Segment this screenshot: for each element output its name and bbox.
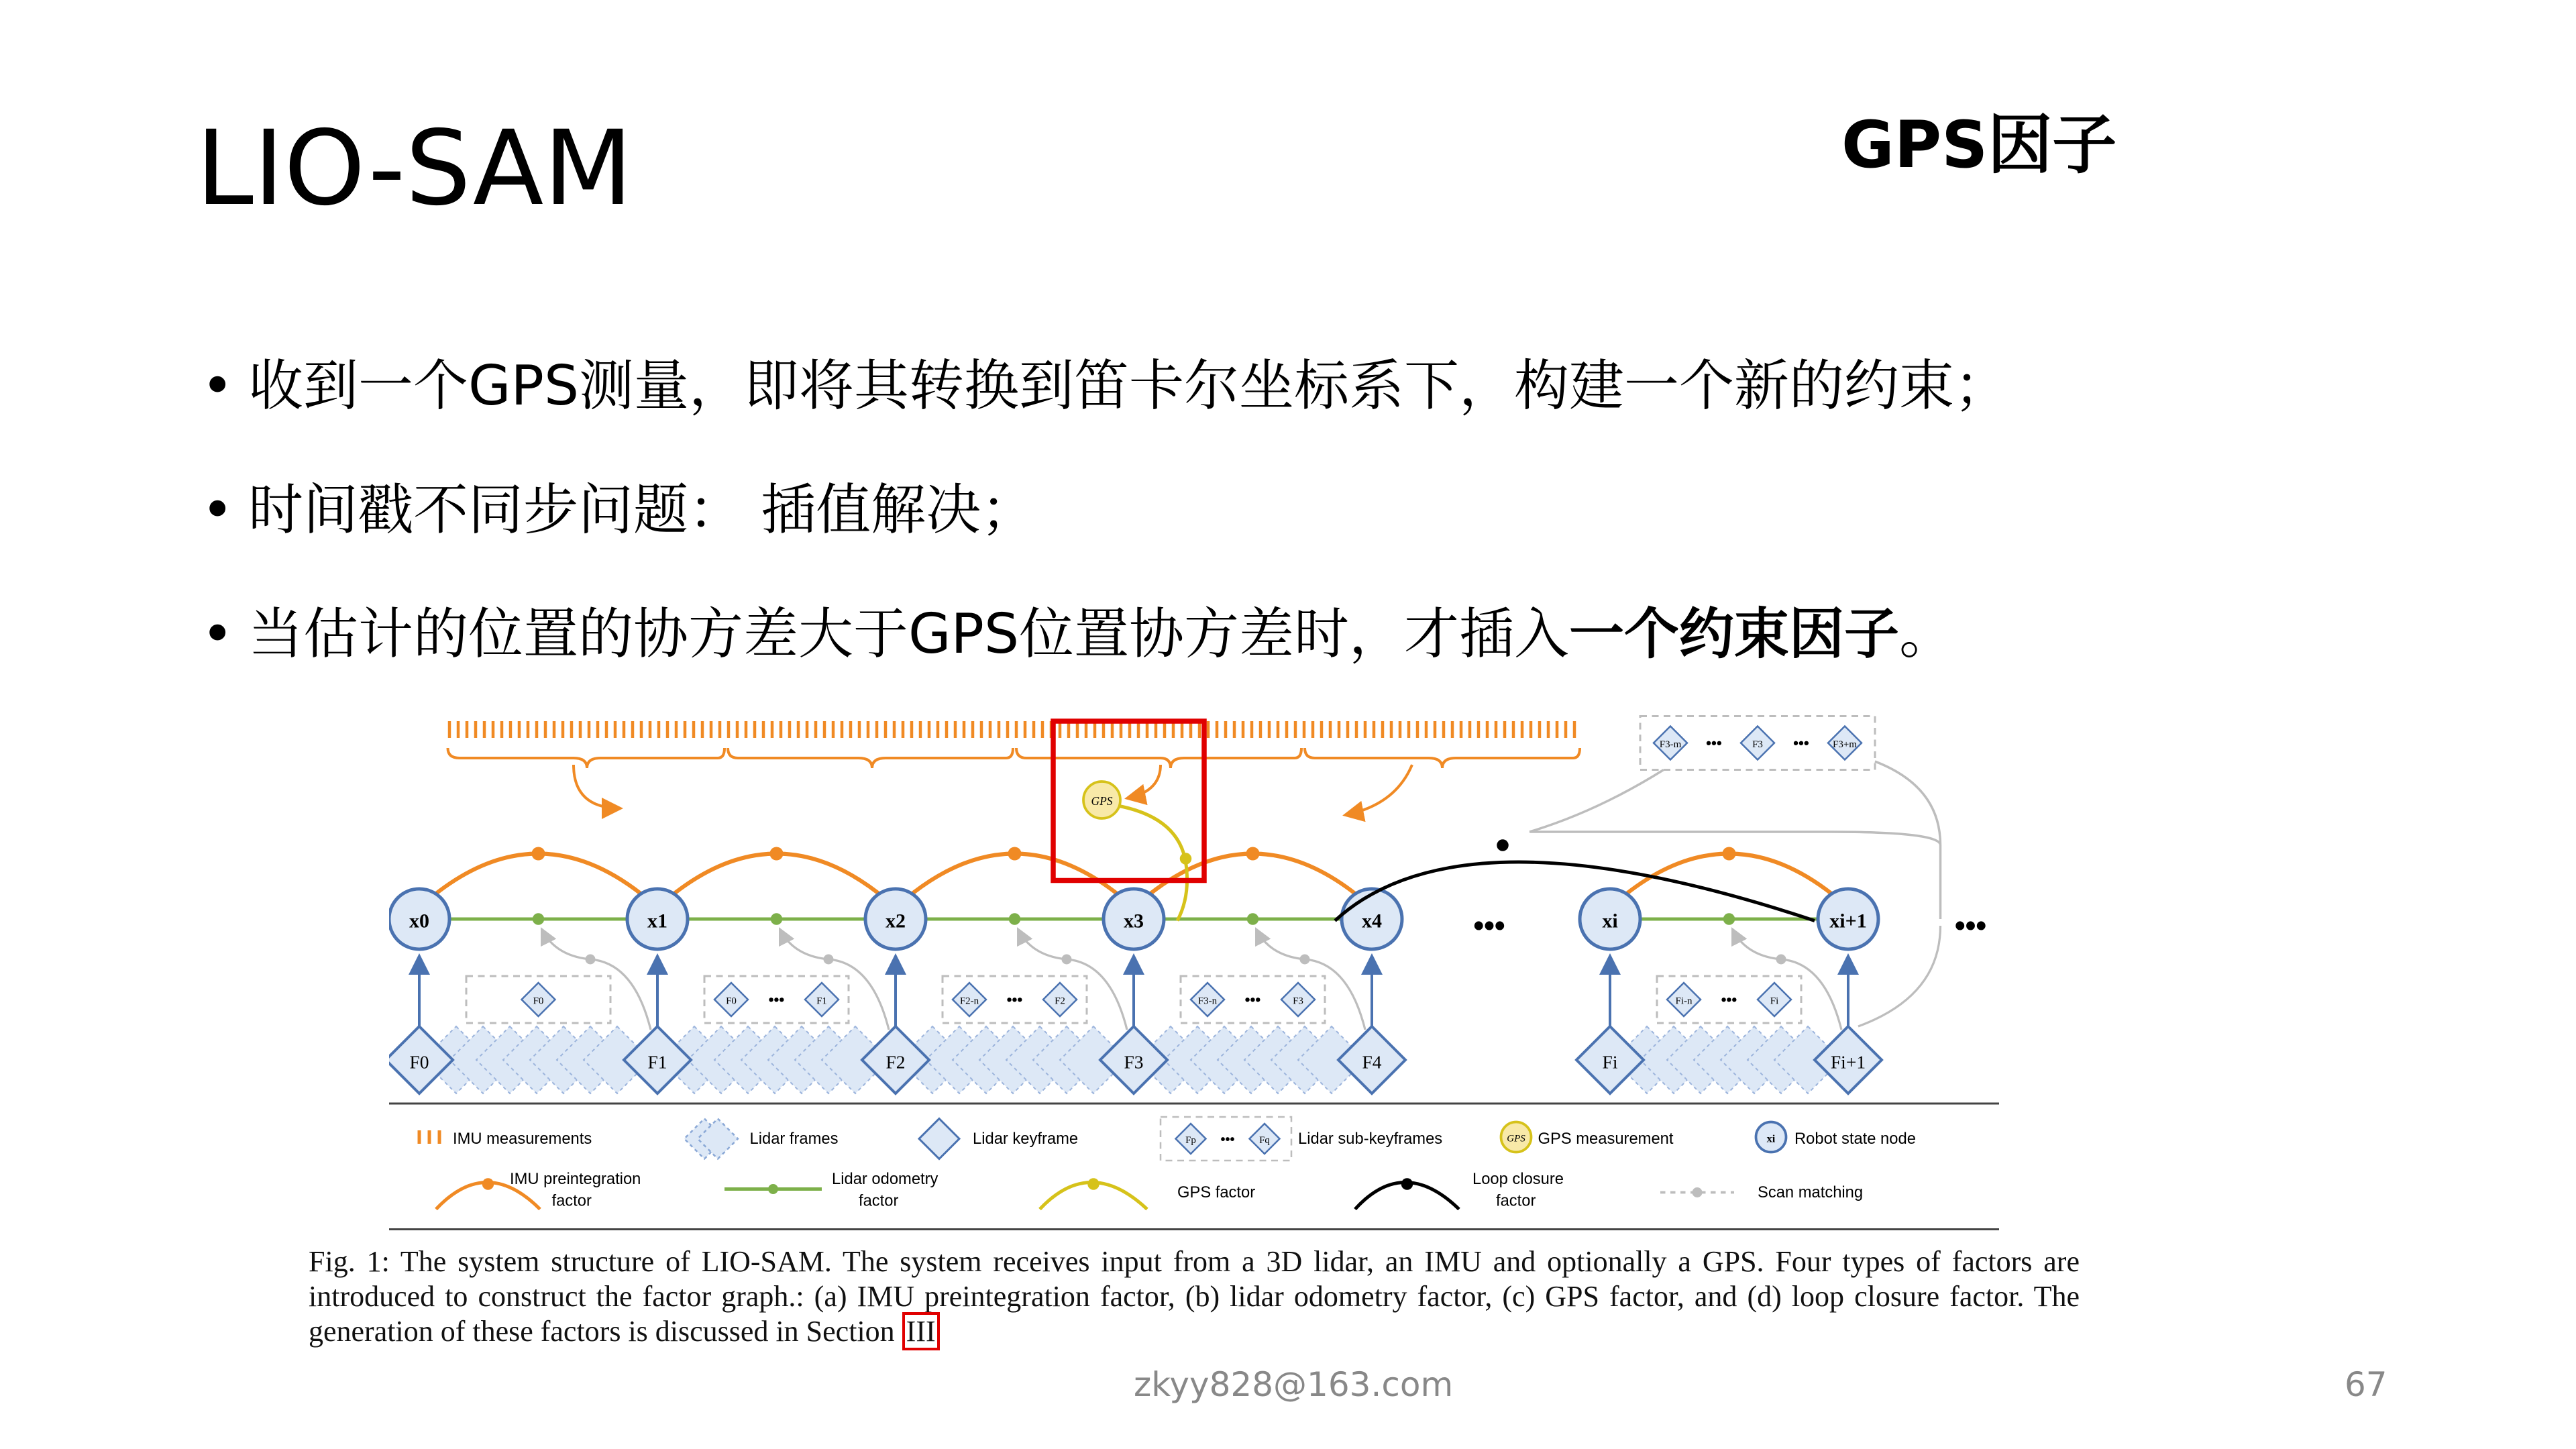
bullet-item (201, 602, 1955, 666)
bullet-text: 时间戳不同步问题： 插值解决； (248, 478, 1036, 542)
lidar-odometry-factor (771, 913, 783, 925)
legend-lidar-sub-keyframes (1161, 1117, 1442, 1161)
footer-email: zkyy828@163.com (1134, 1365, 1454, 1404)
ellipsis-end: ••• (1954, 908, 1987, 943)
robot-state-node-label: x3 (1124, 910, 1144, 932)
loop-sub-ellipsis: ••• (1706, 735, 1722, 751)
imu-preintegration-factor (1723, 847, 1736, 861)
keyframe-label: Fi (1602, 1051, 1618, 1073)
bullet-text: 收到一个GPS测量，即将其转换到笛卡尔坐标系下，构建一个新的约束； (248, 354, 2010, 418)
imu-preintegration-arc (1144, 854, 1362, 900)
keyframe-label: F1 (647, 1051, 667, 1073)
legend-lidar-frames-label: Lidar frames (749, 1130, 839, 1148)
robot-state-node-label: x2 (885, 910, 906, 932)
subkeyframe-label: F3 (1293, 996, 1303, 1007)
robot-state-node-label: x1 (647, 910, 667, 932)
imu-measurement-ticks (449, 721, 1574, 738)
page-number: 67 (2345, 1365, 2387, 1404)
legend-lidar-frames (684, 1119, 839, 1159)
legend-gps-factor-label: GPS factor (1177, 1183, 1256, 1201)
legend-lidar-keyframe (919, 1119, 1078, 1159)
subkeyframe-label: F2 (1055, 996, 1065, 1007)
legend-lidar-sub-keyframes-label: Lidar sub-keyframes (1298, 1130, 1443, 1148)
imu-brackets (448, 748, 1580, 815)
bullet-dot: • (201, 478, 234, 542)
robot-state-node-label: xi+1 (1829, 910, 1867, 932)
loop-closure-factor (1335, 839, 1815, 920)
scan-matching-arrow (1305, 959, 1365, 1030)
legend-node-icon-label: xi (1766, 1132, 1776, 1145)
loop-sub-ellipsis: ••• (1793, 735, 1809, 751)
legend-imu-measurements (419, 1130, 592, 1148)
loop-subkeyframe-label: F3+m (1833, 739, 1857, 750)
lidar-odometry-factor (1247, 913, 1259, 925)
legend-gps-factor (1040, 1178, 1255, 1209)
bullet-tail: 。 (1899, 602, 1955, 666)
subkeyframe-ellipsis: ••• (768, 991, 785, 1008)
bullet-dot: • (201, 602, 234, 666)
subkeyframe-label: F0 (726, 996, 737, 1007)
legend-lidar-odometry (724, 1170, 938, 1210)
robot-state-node-label: x0 (409, 910, 429, 932)
legend-loop-closure (1355, 1170, 1564, 1210)
legend-robot-state-node-label: Robot state node (1794, 1130, 1916, 1148)
lidar-odometry-factor (1723, 913, 1735, 925)
legend-robot-state-node (1756, 1122, 1916, 1152)
legend-scan-matching (1660, 1183, 1863, 1201)
scan-matching-arrow (1733, 929, 1782, 959)
bullet-item (201, 478, 1036, 542)
slide-title: LIO-SAM (196, 109, 633, 229)
caption-text: Fig. 1: The system structure of LIO-SAM. The system receives input from a 3D lidar, an IMU and optionally a GPS. Four types of factors are introduced to construct the factor graph.: (a) IMU preintegration factor, (b) lidar odometry factor, (c) GPS factor, and (d) loop closure factor. The generation of these factors is discussed in Section (309, 1245, 2080, 1348)
scan-matching-arrow (1018, 929, 1067, 959)
legend-lidar-odo-label-1: Lidar odometry (832, 1170, 938, 1188)
legend-fq: Fq (1259, 1134, 1270, 1146)
legend-imu-preint-label-2: factor (551, 1191, 592, 1210)
legend-imu-preintegration (436, 1170, 641, 1210)
scan-matching-arrow (1067, 959, 1127, 1030)
subkeyframe-ellipsis: ••• (1244, 991, 1261, 1008)
legend-fp: Fp (1185, 1134, 1196, 1146)
lidar-odometry-factor (1009, 913, 1021, 925)
lidar-odometry-factor (533, 913, 545, 925)
keyframe-label: F0 (409, 1051, 429, 1073)
loop-subkeyframe-label: F3-m (1659, 739, 1682, 750)
legend-gps-measurement-label: GPS measurement (1538, 1130, 1674, 1148)
legend-lidar-odo-label-2: factor (859, 1191, 899, 1210)
legend-lidar-keyframe-label: Lidar keyframe (973, 1130, 1079, 1148)
loop-subkeyframes (1640, 716, 1875, 770)
subkeyframe-label: F0 (533, 996, 544, 1007)
robot-state-node-label: x4 (1362, 910, 1382, 932)
legend-imu-measurements-label: IMU measurements (453, 1130, 592, 1148)
subkeyframe-label: Fi-n (1675, 996, 1693, 1007)
imu-preintegration-arc (429, 854, 647, 900)
legend-gps-measurement (1501, 1122, 1674, 1152)
section-reference: III (902, 1312, 940, 1350)
bullet-bold-text: 一个约束因子 (1569, 602, 1900, 666)
legend-loop-label-1: Loop closure (1472, 1170, 1564, 1188)
ellipsis-mid: ••• (1473, 908, 1505, 943)
imu-preintegration-factor (1008, 847, 1022, 861)
keyframe-label: F4 (1362, 1051, 1382, 1073)
keyframe-label: F3 (1124, 1051, 1144, 1073)
figure-caption (309, 1244, 2080, 1349)
legend (389, 1104, 1999, 1230)
subkeyframe-ellipsis: ••• (1721, 991, 1737, 1008)
bullet-dot: • (201, 354, 234, 418)
imu-preintegration-arc (667, 854, 885, 900)
subkeyframe-label: F2-n (959, 996, 979, 1007)
subkeyframe-ellipsis: ••• (1006, 991, 1023, 1008)
scan-matching-arrow (1256, 929, 1305, 959)
legend-imu-preint-label-1: IMU preintegration (510, 1170, 641, 1188)
scan-matching-arrow (828, 959, 889, 1030)
imu-preintegration-factor (532, 847, 545, 861)
subkeyframe-label: Fi (1770, 996, 1779, 1007)
imu-preintegration-factor (1246, 847, 1260, 861)
loop-subkeyframe-label: F3 (1752, 739, 1763, 750)
imu-preintegration-factor (770, 847, 784, 861)
subkeyframe-label: F3-n (1197, 996, 1218, 1007)
imu-preintegration-arc (906, 854, 1124, 900)
bullet-item (201, 354, 2010, 418)
scan-matching-arrow (590, 959, 651, 1030)
legend-ellipsis: ••• (1220, 1132, 1235, 1147)
section-label: GPS因子 (1841, 107, 2117, 182)
robot-state-node-label: xi (1602, 910, 1618, 932)
scan-matching-arrow (542, 929, 591, 959)
keyframe-label: Fi+1 (1830, 1051, 1866, 1073)
factor-graph-figure (389, 711, 1999, 1234)
scan-matching-arrow (780, 929, 829, 959)
gps-node-label: GPS (1091, 794, 1113, 808)
keyframe-label: F2 (885, 1051, 906, 1073)
bullet-text: 当估计的位置的协方差大于GPS位置协方差时，才插入 (248, 602, 1570, 666)
legend-loop-label-2: factor (1496, 1191, 1536, 1210)
scan-matching-arrow (1781, 959, 1841, 1030)
subkeyframe-label: F1 (816, 996, 827, 1007)
legend-gps-icon-label: GPS (1507, 1133, 1525, 1144)
legend-scan-matching-label: Scan matching (1758, 1183, 1864, 1201)
